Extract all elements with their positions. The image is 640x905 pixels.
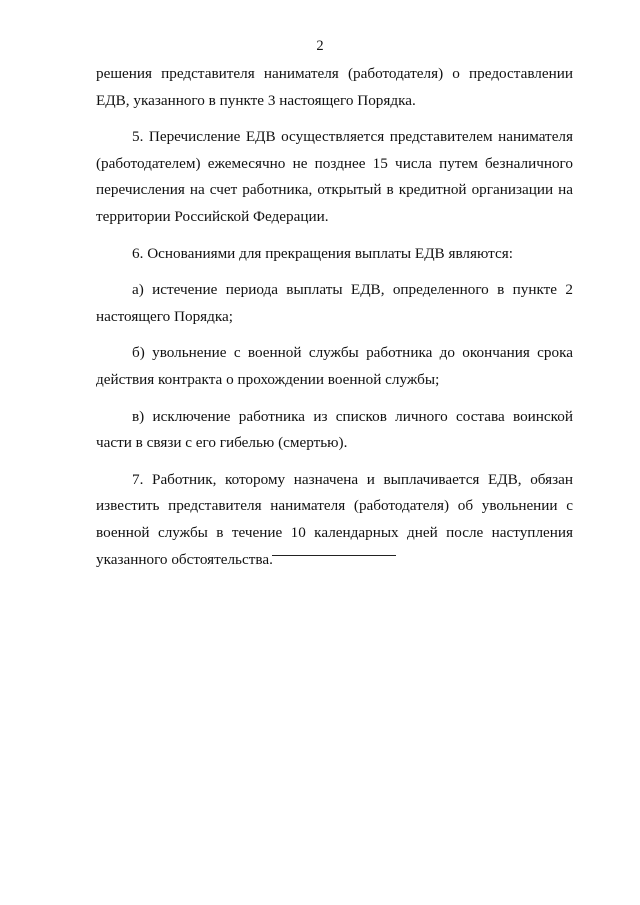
paragraph-continuation: решения представителя нанимателя (работодателя) о предоставлении ЕДВ, указанного в пункте 3 настоящего Порядка.: [96, 65, 573, 109]
page-number: 2: [316, 38, 324, 54]
document-body: [96, 61, 573, 583]
paragraph-7: 7. Работник, которому назначена и выплачивается ЕДВ, обязан известить представителя нанимателя (работодателя) об увольнении с военной службы в течение 10 календарных дней после наступления указанного обстоятельства.: [96, 470, 573, 568]
end-separator-line: [272, 555, 396, 556]
paragraph-5: 5. Перечисление ЕДВ осуществляется представителем нанимателя (работодателем) ежемесячно не позднее 15 числа путем безналичного перечисления на счет работника, открытый в кредитной организации на территории Российской Федерации.: [96, 128, 573, 225]
paragraph-6a: а) истечение периода выплаты ЕДВ, определенного в пункте 2 настоящего Порядка;: [96, 281, 573, 325]
paragraph-6v: в) исключение работника из списков личного состава воинской части в связи с его гибелью (смертью).: [96, 407, 573, 452]
paragraph-6b: б) увольнение с военной службы работника до окончания срока действия контракта о прохождении военной службы;: [96, 344, 573, 388]
paragraph-6: 6. Основаниями для прекращения выплаты ЕДВ являются:: [132, 244, 513, 262]
